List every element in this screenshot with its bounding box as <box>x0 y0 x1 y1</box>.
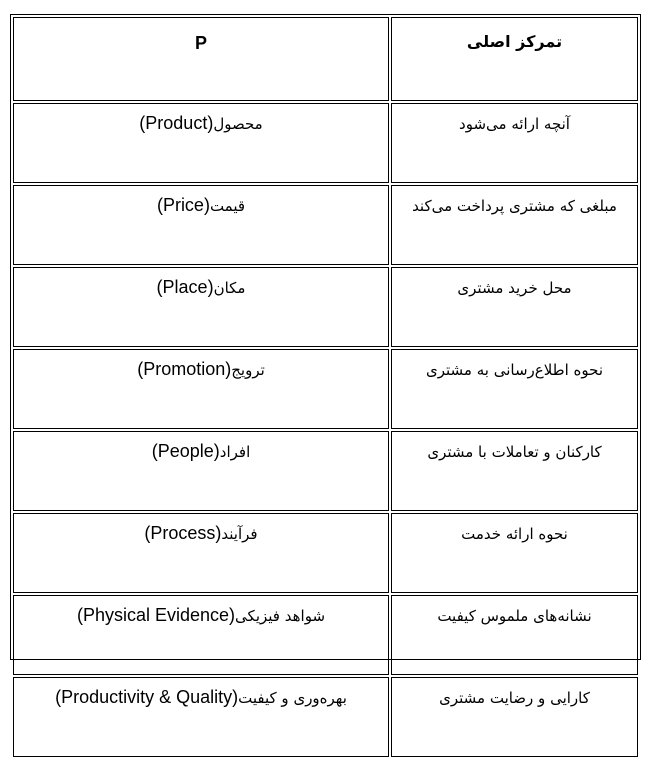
p-name-fa: افراد <box>219 443 251 461</box>
header-p: P <box>13 17 389 101</box>
focus-cell: آنچه ارائه می‌شود <box>391 103 638 183</box>
p-name-fa: ترویج <box>231 361 265 379</box>
table-row <box>13 677 638 757</box>
p-name-fa: فرآیند <box>221 525 258 543</box>
p-name-fa: شواهد فیزیکی <box>235 607 326 625</box>
p-cell <box>13 103 389 183</box>
p-cell <box>13 267 389 347</box>
table-row <box>13 431 638 511</box>
table-header-row <box>13 17 638 101</box>
p-name-fa: مکان <box>213 279 246 297</box>
p-name-en: (Physical Evidence) <box>76 605 236 625</box>
p-name-en: (Promotion) <box>137 359 232 379</box>
focus-cell: نحوه ارائه خدمت <box>391 513 638 593</box>
marketing-mix-table-frame <box>10 14 641 707</box>
focus-cell: نشانه‌های ملموس کیفیت <box>391 595 638 675</box>
table-row <box>13 595 638 675</box>
p-name-en: (Productivity & Quality) <box>55 687 239 707</box>
table-row <box>13 513 638 593</box>
focus-cell: کارایی و رضایت مشتری <box>391 677 638 757</box>
p-name-fa: قیمت <box>209 197 246 215</box>
p-cell <box>13 513 389 593</box>
p-cell <box>13 431 389 511</box>
table-row <box>13 267 638 347</box>
focus-cell: مبلغی که مشتری پرداخت می‌کند <box>391 185 638 265</box>
p-cell <box>13 595 389 675</box>
header-main-focus: تمرکز اصلی <box>391 17 638 101</box>
p-name-en: (Place) <box>156 277 214 297</box>
table-row <box>13 349 638 429</box>
p-cell <box>13 349 389 429</box>
p-name-en: (Product) <box>139 113 214 133</box>
table-row <box>13 185 638 265</box>
p-name-en: (Process) <box>144 523 222 543</box>
p-name-en: (People) <box>151 441 220 461</box>
p-cell <box>13 677 389 757</box>
table-row <box>13 103 638 183</box>
p-name-en: (Price) <box>156 195 210 215</box>
p-name-fa: محصول <box>213 115 263 133</box>
p-cell <box>13 185 389 265</box>
marketing-mix-table <box>11 15 640 759</box>
focus-cell: محل خرید مشتری <box>391 267 638 347</box>
focus-cell: کارکنان و تعاملات با مشتری <box>391 431 638 511</box>
focus-cell: نحوه اطلاع‌رسانی به مشتری <box>391 349 638 429</box>
p-name-fa: بهره‌وری و کیفیت <box>238 689 347 707</box>
